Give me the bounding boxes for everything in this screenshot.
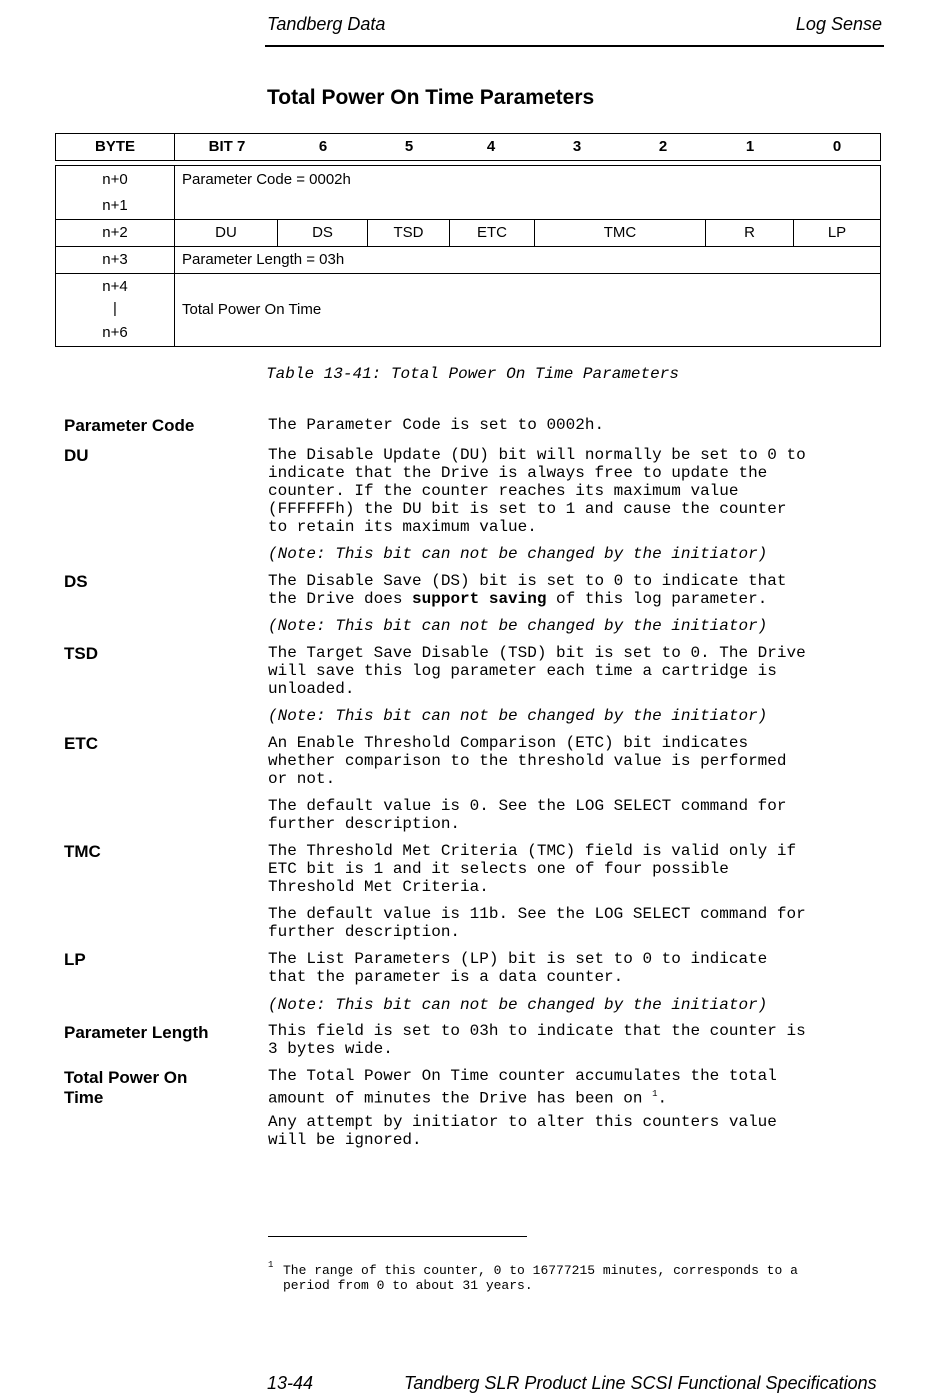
term-du: DU <box>64 446 89 465</box>
col-header-byte: BYTE <box>94 138 135 155</box>
note-tsd: (Note: This bit can not be changed by the initiator) <box>268 707 768 725</box>
col-header-bit0: 0 <box>832 138 842 155</box>
desc-tsd: The Target Save Disable (TSD) bit is set to 0. The Drive will save this log parameter each time a cartridge is unloaded. <box>268 644 806 698</box>
row-divider <box>56 219 880 220</box>
byte-column-divider <box>174 166 175 346</box>
footer-page-number: 13-44 <box>267 1373 314 1393</box>
table-caption: Table 13-41: Total Power On Time Parameters <box>266 365 679 383</box>
term-tsd: TSD <box>64 644 98 663</box>
desc-tpot-line2-end: . <box>657 1089 668 1108</box>
page-title: Total Power On Time Parameters <box>267 86 595 109</box>
byte-label: n+4 <box>102 278 128 295</box>
footnote-text: The range of this counter, 0 to 16777215 minutes, corresponds to a period from 0 to about 31 years. <box>283 1263 798 1293</box>
desc-ds <box>268 572 888 608</box>
term-tmc: TMC <box>64 842 101 861</box>
desc-total-power-on-time <box>268 1067 888 1107</box>
desc-parameter-length: This field is set to 03h to indicate that the counter is 3 bytes wide. <box>268 1022 806 1058</box>
bit-header-row <box>55 133 881 161</box>
desc-tpot-line1: The Total Power On Time counter accumulates the total <box>268 1067 777 1085</box>
flag-tsd: TSD <box>393 224 424 241</box>
flag-r: R <box>744 224 755 241</box>
flag-etc: ETC <box>477 224 507 241</box>
desc-etc: An Enable Threshold Comparison (ETC) bit indicates whether comparison to the threshold value is performed or not. <box>268 734 787 788</box>
desc-lp: The List Parameters (LP) bit is set to 0 to indicate that the parameter is a data counter. <box>268 950 768 986</box>
byte-label: n+6 <box>102 324 128 341</box>
footnote-marker: 1 <box>268 1260 274 1270</box>
term-total-power-on-time: Total Power On Time <box>64 1068 188 1107</box>
term-parameter-length: Parameter Length <box>64 1023 209 1042</box>
col-header-bit4: 4 <box>486 138 496 155</box>
byte-label: n+2 <box>102 224 128 241</box>
flag-du: DU <box>215 224 237 241</box>
col-header-bit7: BIT 7 <box>208 138 246 155</box>
note-du: (Note: This bit can not be changed by the initiator) <box>268 545 768 563</box>
term-etc: ETC <box>64 734 98 753</box>
footnote-rule <box>268 1236 527 1237</box>
flag-ds: DS <box>312 224 333 241</box>
desc-etc-default: The default value is 0. See the LOG SELECT command for further description. <box>268 797 787 833</box>
flag-tmc: TMC <box>603 224 637 241</box>
col-header-bit5: 5 <box>404 138 414 155</box>
col-header-bit6: 6 <box>318 138 328 155</box>
note-ds: (Note: This bit can not be changed by the initiator) <box>268 617 768 635</box>
row-divider <box>56 273 880 274</box>
desc-ds-text-end: of this log parameter. <box>546 590 768 608</box>
desc-tpot-line2: amount of minutes the Drive has been on <box>268 1089 653 1108</box>
byte-range-bar: | <box>113 300 117 317</box>
parameter-code-field: Parameter Code = 0002h <box>182 171 351 188</box>
footer-title: Tandberg SLR Product Line SCSI Functional Specifications <box>404 1373 877 1393</box>
desc-total-power-on-time-alter: Any attempt by initiator to alter this counters value will be ignored. <box>268 1113 777 1149</box>
header-rule <box>265 45 884 47</box>
parameter-table <box>55 165 881 347</box>
byte-label: n+3 <box>102 251 128 268</box>
footnote-reference[interactable]: 1 <box>652 1089 658 1099</box>
term-lp: LP <box>64 950 86 969</box>
col-header-bit1: 1 <box>745 138 755 155</box>
header-left: Tandberg Data <box>267 14 386 34</box>
desc-tmc: The Threshold Met Criteria (TMC) field is valid only if ETC bit is 1 and it selects one of four possible Threshold Met Criteria. <box>268 842 797 896</box>
byte-label: n+1 <box>102 197 128 214</box>
col-divider <box>174 134 175 160</box>
parameter-length-field: Parameter Length = 03h <box>182 251 345 268</box>
byte-label: n+0 <box>102 171 128 188</box>
note-lp: (Note: This bit can not be changed by the initiator) <box>268 996 768 1014</box>
desc-tmc-default: The default value is 11b. See the LOG SELECT command for further description. <box>268 905 806 941</box>
flag-lp: LP <box>827 224 847 241</box>
col-header-bit2: 2 <box>658 138 668 155</box>
header-right: Log Sense <box>795 14 882 34</box>
term-parameter-code: Parameter Code <box>64 416 195 435</box>
desc-ds-bold: support saving <box>412 590 547 608</box>
row-divider <box>56 246 880 247</box>
desc-ds-text: The Disable Save (DS) bit is set to 0 to indicate that the Drive does <box>268 572 787 608</box>
col-header-bit3: 3 <box>572 138 582 155</box>
desc-du: The Disable Update (DU) bit will normally be set to 0 to indicate that the Drive is always free to update the counter. If the counter reaches its maximum value (FFFFFFh) the DU bit is set to 1 and cause the counter to retain its maximum value. <box>268 446 806 536</box>
term-ds: DS <box>64 572 88 591</box>
total-power-on-time-field: Total Power On Time <box>182 301 322 318</box>
desc-parameter-code: The Parameter Code is set to 0002h. <box>268 416 605 434</box>
